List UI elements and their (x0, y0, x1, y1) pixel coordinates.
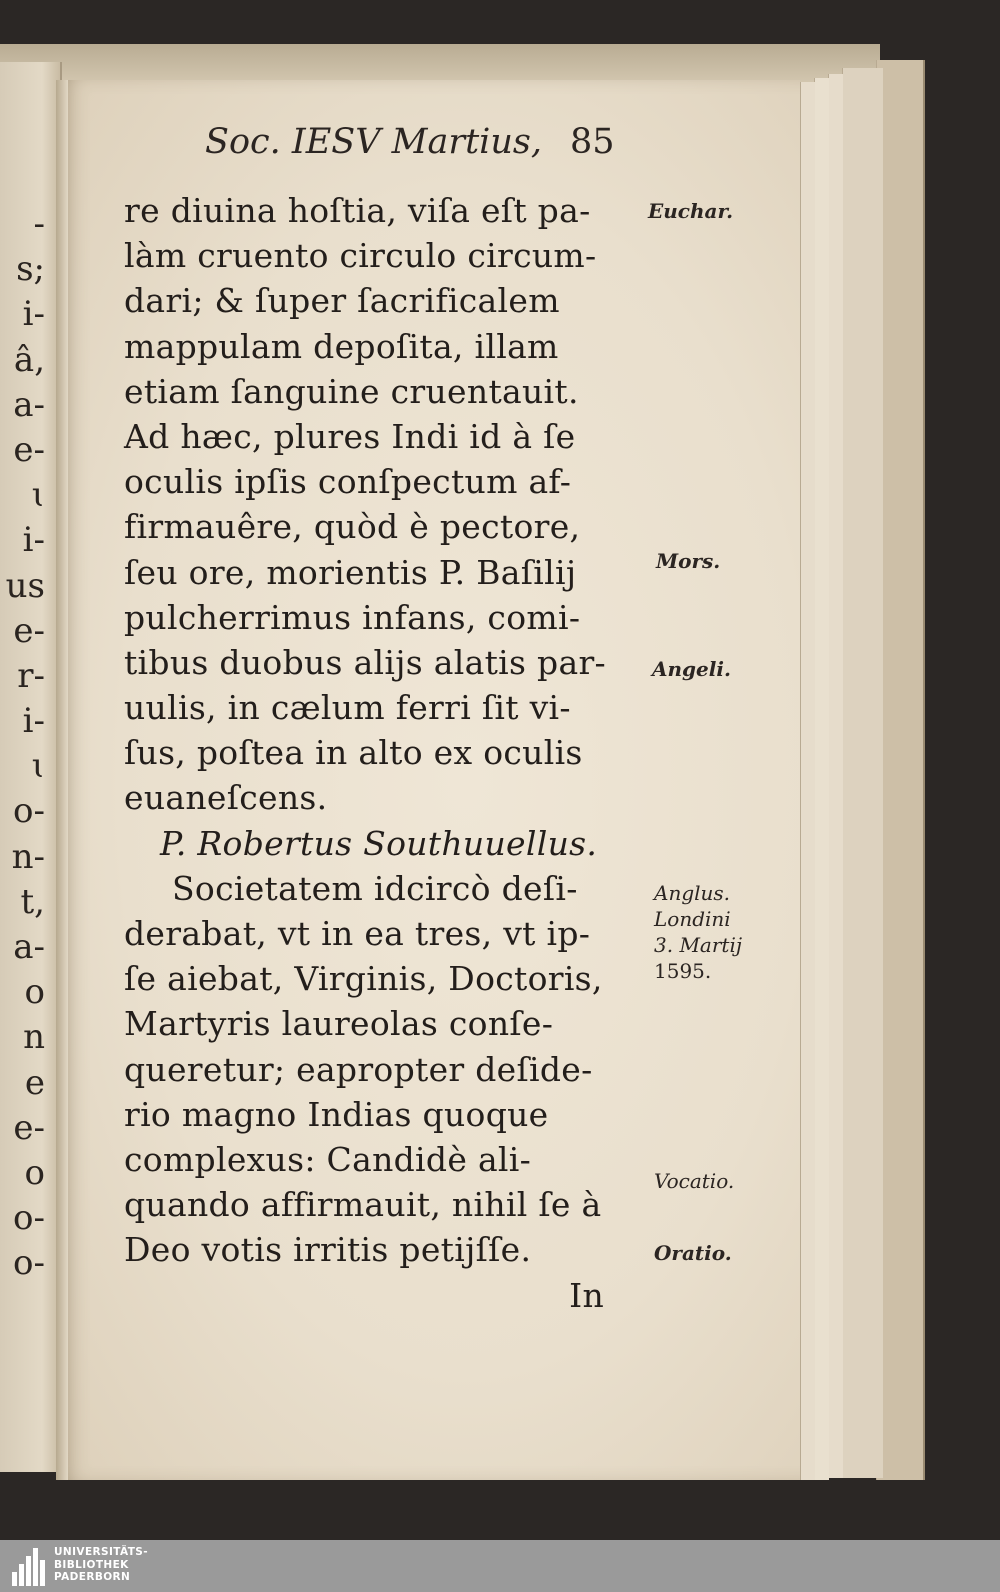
text-line: derabat, vt in ea tres, vt ip- (124, 914, 591, 953)
logo-line: PADERBORN (54, 1571, 131, 1583)
left-page-fragment: e- (13, 610, 45, 651)
marginal-note-line: Anglus. (654, 881, 731, 905)
text-line: dari; & ſuper ſacrificalem (124, 281, 560, 321)
page-gutter (56, 80, 68, 1480)
page-stack-edge (800, 82, 815, 1480)
left-page-fragment: - (33, 204, 45, 244)
text-line: ſeu ore, morientis P. Baſilij (124, 552, 577, 592)
left-facing-page (0, 62, 62, 1472)
text-line: rio magno Indias quoque (124, 1094, 549, 1134)
text-line: ſe aiebat, Virginis, Doctoris, (124, 959, 603, 999)
left-page-fragment: i- (22, 520, 45, 561)
text-line: ſus, poſtea in alto ex oculis (124, 733, 583, 773)
footer-bar (0, 1540, 1000, 1592)
catchword: In (569, 1275, 604, 1315)
text-line: Societatem idcircò deſi- (172, 868, 578, 908)
text-line: pulcherrimus infans, comi- (124, 597, 581, 637)
left-page-fragment: n (23, 1017, 45, 1058)
left-page-fragment: â, (13, 339, 45, 380)
marginal-note-line: Londini (654, 907, 731, 931)
left-page-fragment: ɩ (31, 746, 45, 787)
text-line: uulis, in cælum ferri ſit vi- (124, 688, 571, 728)
logo-line: UNIVERSITÄTS- (54, 1546, 149, 1558)
left-page-fragment: e- (13, 429, 45, 470)
left-page-fragment: o- (13, 1243, 45, 1284)
text-line: quando affirmauit, nihil ſe à (124, 1185, 602, 1225)
page-stack-edge (876, 60, 925, 1480)
left-page-text-fragments (0, 202, 55, 1287)
logo-line: BIBLIOTHEK (54, 1558, 129, 1571)
left-page-fragment: i- (22, 294, 45, 335)
library-logo-text (54, 1546, 148, 1584)
text-line: etiam ſanguine cruentauit. (124, 371, 579, 411)
left-page-fragment: o (24, 1152, 45, 1193)
left-page-fragment: o (24, 972, 45, 1013)
left-page-fragment: a- (13, 384, 45, 425)
page-stack-edge (842, 68, 883, 1478)
left-page-fragment: o- (13, 1198, 45, 1239)
text-line: tibus duobus alijs alatis par- (124, 642, 606, 682)
left-page-fragment: n- (11, 836, 45, 877)
text-line: Martyris laureolas conſe- (124, 1004, 554, 1044)
left-page-fragment: i- (22, 701, 45, 742)
marginal-note-vocatio: Vocatio. (654, 1169, 735, 1193)
text-line: re diuina hoſtia, viſa eſt pa- (124, 191, 591, 230)
running-head (205, 122, 615, 172)
left-page-fragment: s; (16, 249, 45, 290)
text-line: Deo votis irritis petijſſe. (124, 1230, 532, 1270)
body-text (124, 188, 644, 1318)
marginal-note-line: 1595. (654, 959, 712, 983)
marginal-note-oratio: Oratio. (654, 1241, 732, 1265)
left-page-fragment: o- (13, 791, 45, 832)
left-page-fragment: r- (17, 655, 45, 696)
page-stack-edge (828, 74, 843, 1478)
marginal-note-mors: Mors. (656, 549, 721, 573)
left-page-fragment: us (5, 565, 45, 606)
running-head-title: Soc. IESV Martius, (205, 122, 542, 162)
marginal-note-line: 3. Martij (654, 933, 743, 957)
library-logo-icon (12, 1546, 48, 1586)
book-top-edge (0, 44, 880, 84)
marginal-note-anglus (654, 880, 742, 984)
left-page-fragment: a- (13, 927, 45, 967)
marginal-note-angeli: Angeli. (652, 657, 731, 681)
text-line: firmauêre, quòd è pectore, (124, 507, 581, 547)
left-page-fragment: ɩ (31, 475, 45, 516)
text-line: mappulam depoſita, illam (124, 326, 559, 366)
text-line: làm cruento circulo circum- (124, 236, 597, 276)
text-line: oculis ipſis conſpectum af- (124, 462, 572, 502)
left-page-fragment: t, (20, 881, 45, 922)
text-line: Ad hæc, plures Indi id à ſe (124, 416, 576, 456)
left-page-fragment: e (24, 1062, 45, 1103)
section-heading: P. Robertus Southuuellus. (160, 823, 598, 863)
left-page-fragment: e- (13, 1107, 45, 1148)
text-line: queretur; eapropter deſide- (124, 1049, 593, 1089)
marginal-note-euchar: Euchar. (648, 199, 734, 223)
text-line: euaneſcens. (124, 778, 328, 818)
text-line: complexus: Candidè ali- (124, 1139, 532, 1179)
page-stack-edge (814, 78, 829, 1480)
page-number: 85 (569, 122, 615, 162)
